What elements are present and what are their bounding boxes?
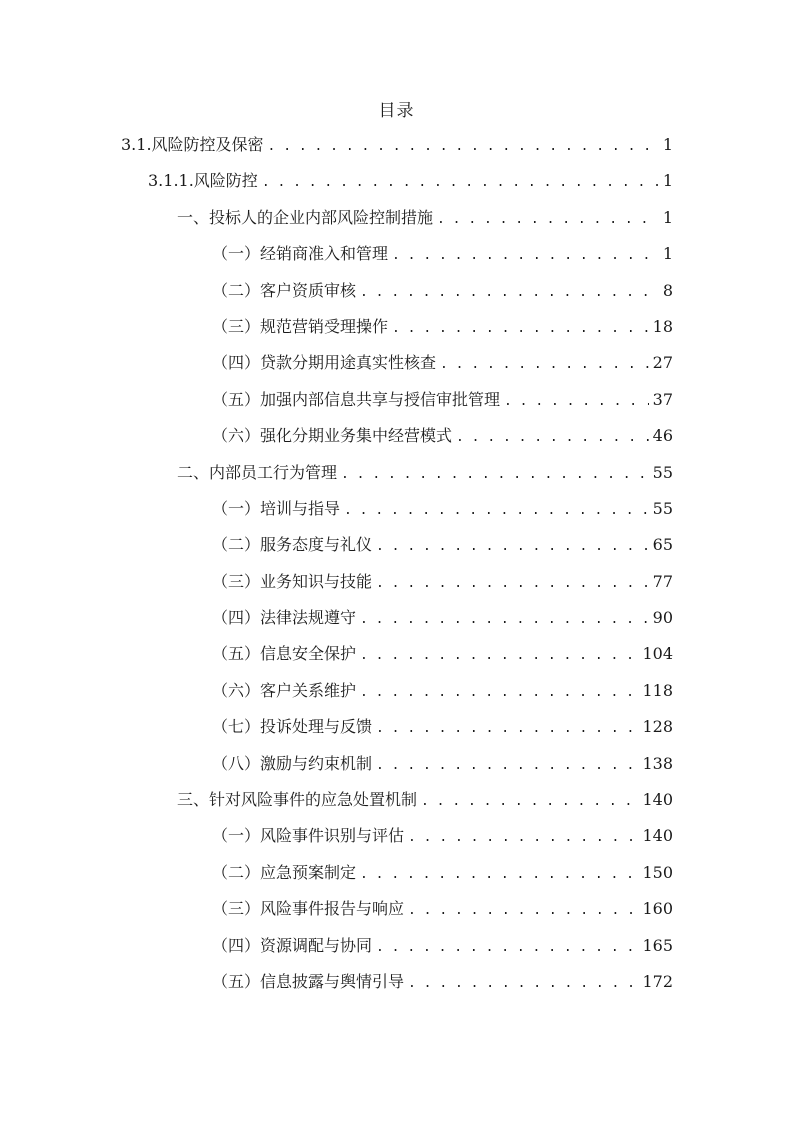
toc-page-number: 27 bbox=[652, 353, 673, 373]
toc-entry[interactable] bbox=[0, 314, 793, 350]
dot-leader bbox=[376, 534, 649, 560]
toc-page-number: 118 bbox=[642, 680, 673, 700]
dot-leader bbox=[262, 170, 659, 196]
dot-leader bbox=[360, 680, 638, 706]
toc-page-number: 1 bbox=[662, 135, 673, 154]
toc-entry[interactable] bbox=[0, 678, 793, 714]
toc-entry[interactable] bbox=[0, 933, 793, 969]
toc-entry-text: 二、内部员工行为管理 bbox=[177, 462, 338, 482]
toc-page-number: 140 bbox=[642, 790, 673, 810]
toc-entry[interactable] bbox=[0, 787, 793, 823]
dot-leader bbox=[504, 389, 649, 415]
dot-leader bbox=[376, 716, 638, 742]
toc-page-number: 140 bbox=[642, 826, 673, 846]
toc-entry-text: （一）培训与指导 bbox=[212, 498, 341, 518]
toc-entry-text: （五）信息披露与舆情引导 bbox=[212, 971, 405, 991]
toc-entry[interactable] bbox=[0, 460, 793, 496]
toc-entry-text: 一、投标人的企业内部风险控制措施 bbox=[177, 207, 434, 227]
dot-leader bbox=[408, 971, 638, 997]
toc-page-number: 90 bbox=[652, 608, 673, 628]
toc-entry[interactable] bbox=[0, 278, 793, 314]
toc-page-number: 150 bbox=[642, 862, 673, 882]
dot-leader bbox=[360, 643, 638, 669]
toc-entry-text: 3.1.1.风险防控 bbox=[148, 171, 258, 191]
toc-page-number: 104 bbox=[642, 644, 673, 664]
toc-entry[interactable] bbox=[0, 860, 793, 896]
toc-entry[interactable] bbox=[0, 205, 793, 241]
toc-entry[interactable] bbox=[0, 969, 793, 1005]
toc-entry[interactable] bbox=[0, 532, 793, 568]
dot-leader bbox=[268, 134, 659, 160]
toc-entry[interactable] bbox=[0, 605, 793, 641]
toc-page-number: 128 bbox=[642, 717, 673, 737]
toc-entry-text: （七）投诉处理与反馈 bbox=[212, 717, 373, 737]
dot-leader bbox=[392, 316, 649, 342]
toc-page-number: 1 bbox=[662, 207, 673, 227]
toc-entry-text: （四）贷款分期用途真实性核查 bbox=[212, 353, 437, 373]
dot-leader bbox=[392, 243, 659, 269]
dot-leader bbox=[408, 825, 638, 851]
toc-page-number: 18 bbox=[652, 316, 673, 336]
toc-entry-text: （四）法律法规遵守 bbox=[212, 608, 357, 628]
toc-entry[interactable] bbox=[0, 496, 793, 532]
dot-leader bbox=[376, 571, 649, 597]
toc-page-number: 8 bbox=[662, 280, 673, 300]
toc-entry[interactable] bbox=[0, 751, 793, 787]
toc-entry-text: （二）应急预案制定 bbox=[212, 862, 357, 882]
toc-page-number: 165 bbox=[642, 935, 673, 955]
toc-page-number: 160 bbox=[642, 899, 673, 919]
toc-entry[interactable] bbox=[0, 168, 793, 204]
toc-entry-text: （三）业务知识与技能 bbox=[212, 571, 373, 591]
toc-entry[interactable] bbox=[0, 423, 793, 459]
dot-leader bbox=[360, 862, 638, 888]
toc-entry-text: （二）客户资质审核 bbox=[212, 280, 357, 300]
toc-entry[interactable] bbox=[0, 569, 793, 605]
toc-entry[interactable] bbox=[0, 641, 793, 677]
toc-entry-text: （二）服务态度与礼仪 bbox=[212, 535, 373, 555]
toc-page-number: 55 bbox=[652, 498, 673, 518]
dot-leader bbox=[376, 935, 638, 961]
dot-leader bbox=[440, 352, 649, 378]
toc-entry-text: （五）信息安全保护 bbox=[212, 644, 357, 664]
dot-leader bbox=[376, 753, 638, 779]
table-of-contents bbox=[0, 132, 793, 1005]
toc-page-number: 55 bbox=[652, 462, 673, 482]
toc-page-number: 46 bbox=[652, 426, 673, 446]
toc-page-number: 138 bbox=[642, 753, 673, 773]
toc-entry-text: 三、针对风险事件的应急处置机制 bbox=[177, 790, 418, 810]
toc-entry-text: （四）资源调配与协同 bbox=[212, 935, 373, 955]
toc-page-number: 65 bbox=[652, 535, 673, 555]
toc-entry-text: （五）加强内部信息共享与授信审批管理 bbox=[212, 389, 501, 409]
toc-entry[interactable] bbox=[0, 896, 793, 932]
toc-title: 目录 bbox=[378, 101, 415, 121]
toc-page-number: 37 bbox=[652, 389, 673, 409]
dot-leader bbox=[456, 425, 649, 451]
toc-entry-text: （三）风险事件报告与响应 bbox=[212, 899, 405, 919]
dot-leader bbox=[344, 498, 649, 524]
toc-page-number: 172 bbox=[642, 971, 673, 991]
toc-entry-text: （一）风险事件识别与评估 bbox=[212, 826, 405, 846]
dot-leader bbox=[408, 898, 638, 924]
toc-entry-text: （六）客户关系维护 bbox=[212, 680, 357, 700]
dot-leader bbox=[421, 789, 638, 815]
toc-entry-text: 3.1.风险防控及保密 bbox=[121, 135, 264, 154]
toc-entry-text: （六）强化分期业务集中经营模式 bbox=[212, 426, 453, 446]
toc-entry[interactable] bbox=[0, 241, 793, 277]
toc-entry[interactable] bbox=[0, 823, 793, 859]
dot-leader bbox=[341, 462, 649, 488]
toc-entry-text: （八）激励与约束机制 bbox=[212, 753, 373, 773]
toc-page-number: 77 bbox=[652, 571, 673, 591]
toc-entry[interactable] bbox=[0, 714, 793, 750]
toc-entry[interactable] bbox=[0, 132, 793, 168]
toc-entry[interactable] bbox=[0, 350, 793, 386]
dot-leader bbox=[437, 207, 659, 233]
toc-entry-text: （三）规范营销受理操作 bbox=[212, 316, 389, 336]
dot-leader bbox=[360, 280, 659, 306]
dot-leader bbox=[360, 607, 649, 633]
toc-page-number: 1 bbox=[662, 171, 673, 191]
toc-entry-text: （一）经销商准入和管理 bbox=[212, 244, 389, 264]
toc-page-number: 1 bbox=[662, 244, 673, 264]
toc-entry[interactable] bbox=[0, 387, 793, 423]
